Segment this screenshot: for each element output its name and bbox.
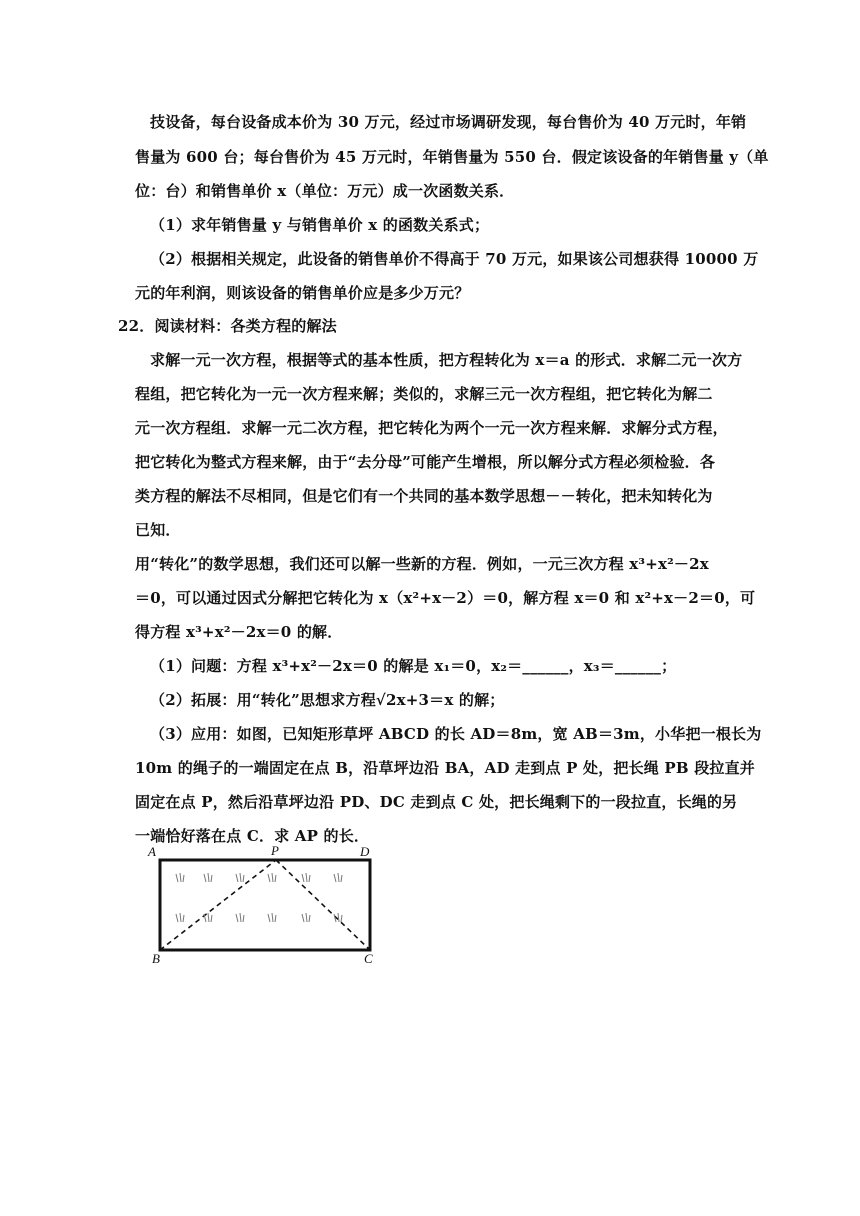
text-line-1: 技设备，每台设备成本价为 30 万元，经过市场调研发现，每台售价为 40 万元时，年销 (150, 113, 747, 131)
text-line-12: 类方程的解法不尽相同，但是它们有一个共同的基本数学思想－－转化，把未知转化为 (135, 487, 713, 505)
text-line-4: （1）求年销售量 y 与销售单价 x 的函数关系式； (150, 216, 490, 234)
text-line-5: （2）根据相关规定，此设备的销售单价不得高于 70 万元，如果该公司想获得 10000 万 (150, 250, 759, 268)
text-line-6: 元的年利润，则该设备的销售单价应是多少万元？ (135, 284, 470, 302)
label-a: A (148, 844, 156, 859)
text-line-9: 程组，把它转化为一元一次方程来解；类似的，求解三元一次方程组，把它转化为解二 (135, 385, 713, 403)
grass-marks (176, 873, 342, 922)
text-line-10: 元一次方程组．求解一元二次方程，把它转化为两个一元一次方程来解．求解分式方程， (135, 419, 728, 437)
question-22-heading: 22．阅读材料：各类方程的解法 (118, 317, 337, 335)
text-line-11: 把它转化为整式方程来解，由于“去分母”可能产生增根，所以解分式方程必须检验．各 (135, 453, 716, 471)
rectangle-lawn-figure (140, 842, 390, 964)
sub-question-3: （3）应用：如图，已知矩形草坪 ABCD 的长 AD＝8m，宽 AB＝3m，小华把一根长为 (150, 725, 762, 743)
text-line-8: 求解一元一次方程，根据等式的基本性质，把方程转化为 x＝a 的形式．求解二元一次方 (150, 351, 743, 369)
text-line-15: ＝0，可以通过因式分解把它转化为 x（x²+x－2）＝0，解方程 x＝0 和 x²+x－2＝0，可 (135, 589, 756, 607)
text-line-20: 10m 的绳子的一端固定在点 B，沿草坪边沿 BA，AD 走到点 P 处，把长绳 PB 段拉直并 (135, 759, 756, 777)
text-line-3: 位：台）和销售单价 x（单位：万元）成一次函数关系． (135, 182, 515, 200)
label-c: C (364, 951, 373, 964)
text-line-13: 已知． (135, 521, 181, 539)
rope-segment-bp (160, 860, 276, 950)
text-line-16: 得方程 x³+x²－2x＝0 的解． (135, 623, 343, 641)
text-line-14: 用“转化”的数学思想，我们还可以解一些新的方程．例如，一元三次方程 x³+x²－2x (135, 555, 709, 573)
sub-question-2: （2）拓展：用“转化”思想求方程√2x+3＝x 的解； (150, 691, 505, 709)
sub-question-1: （1）问题：方程 x³+x²－2x＝0 的解是 x₁＝0，x₂＝______，x₃＝______； (150, 657, 677, 675)
rope-segment-pc (276, 860, 370, 950)
label-b: B (152, 951, 160, 964)
text-line-2: 售量为 600 台；每台售价为 45 万元时，年销售量为 550 台．假定该设备的年销售量 y（单 (135, 148, 769, 166)
label-p: P (271, 843, 279, 858)
label-d: D (360, 844, 370, 859)
text-line-22: 一端恰好落在点 C．求 AP 的长． (135, 827, 370, 845)
text-line-21: 固定在点 P，然后沿草坪边沿 PD、DC 走到点 C 处，把长绳剩下的一段拉直，长绳的另 (135, 793, 738, 811)
